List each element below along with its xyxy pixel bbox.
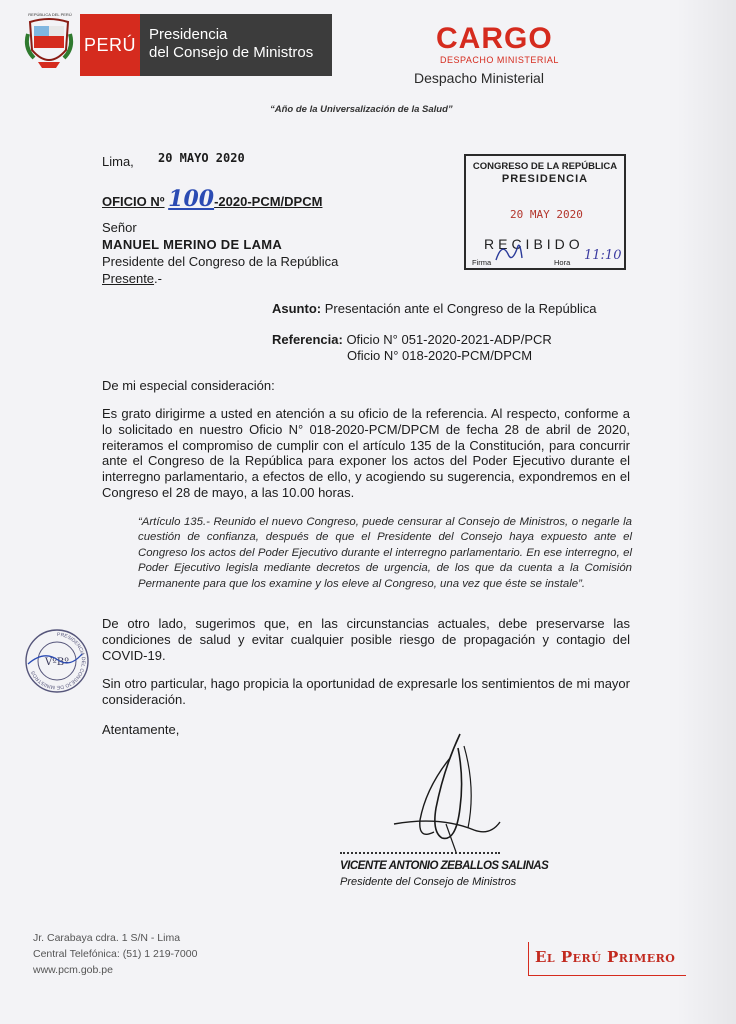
approval-seal xyxy=(24,628,90,694)
oficio-suffix: -2020-PCM/DPCM xyxy=(214,194,323,209)
signature-line xyxy=(340,852,500,854)
oficio-prefix: OFICIO Nº xyxy=(102,194,165,209)
article-quote: “Artículo 135.- Reunido el nuevo Congreso, puede censurar al Consejo de Ministros, o negarle la cuestión de confianza, después de que el Presidente del Consejo haya expuesto ante el Congreso los actos del Poder Ejecutivo durante el interregno parlamentario. En ese interregno, el Poder Ejecutivo legisla mediante decretos de urgencia, de los que da cuenta a la Comisión Permanente para que los examine y los eleve al Congreso, una vez que éste se instale”. xyxy=(138,516,632,590)
addressee-presente: Presente xyxy=(102,271,155,286)
body-paragraph-2: De otro lado, sugerimos que, en las circunstancias actuales, debe preservarse las condiciones de salud y evitar cualquier posible riesgo de propagación y contagio del COVID-19. xyxy=(102,616,630,663)
approval-seal-icon xyxy=(24,628,90,694)
entity-name-box xyxy=(140,14,332,76)
seal-ring-textpath: PRESIDENCIA DEL CONSEJO DE MINISTROS xyxy=(30,631,86,691)
stamp-received: RECIBIDO xyxy=(484,236,584,252)
entity-line-2: del Consejo de Ministros xyxy=(149,44,314,61)
year-motto: “Año de la Universalización de la Salud” xyxy=(270,104,453,115)
subject-label: Asunto: xyxy=(272,301,322,316)
closing: Atentamente, xyxy=(102,722,180,737)
stamp-office: PRESIDENCIA xyxy=(501,173,589,185)
stamp-hora-label: Hora xyxy=(554,258,571,267)
stamp-date: 20 MAY 2020 xyxy=(510,208,583,221)
signatory-name: VICENTE ANTONIO ZEBALLOS SALINAS xyxy=(340,860,549,872)
signatory-role: Presidente del Consejo de Ministros xyxy=(340,876,517,888)
place: Lima, xyxy=(102,154,134,169)
letter-date: 20 MAYO 2020 xyxy=(158,151,245,165)
cargo-office: Despacho Ministerial xyxy=(414,70,544,86)
subject-text: Presentación ante el Congreso de la República xyxy=(324,301,597,316)
oficio-number: 100 xyxy=(168,186,215,212)
footer-website: www.pcm.gob.pe xyxy=(33,964,113,976)
presente-mark: .- xyxy=(154,271,162,286)
stamp-institution: CONGRESO DE LA REPÚBLICA xyxy=(472,161,618,172)
oficio-reference xyxy=(102,186,323,212)
addressee-title: Presidente del Congreso de la República xyxy=(102,254,339,269)
peru-logo-box: PERÚ xyxy=(80,14,140,76)
cargo-stamp-title: CARGO xyxy=(436,22,553,55)
reference-2: Oficio N° 018-2020-PCM/DPCM xyxy=(347,348,533,363)
seal-vobo: VºBº xyxy=(45,657,69,668)
body-paragraph-3: Sin otro particular, hago propicia la oportunidad de expresarle los sentimientos de mi mayor consideración. xyxy=(102,676,630,707)
body-paragraph-1: Es grato dirigirme a usted en atención a su oficio de la referencia. Al respecto, conforme a lo solicitado en nuestro Oficio N° 018-2020-PCM/DPCM de fecha 28 de abril de 2020, reiteramos el compromiso de cumplir con el artículo 135 de la Constitución, para concurrir ante el Congreso de la República para exponer los actos del Poder Ejecutivo durante el interregno parlamentario, a efectos de ello, y acogiendo su sugerencia, expondremos en el Congreso el 28 de mayo, a las 10.00 horas. xyxy=(102,406,630,500)
reception-stamp xyxy=(464,154,626,270)
footer-address: Jr. Carabaya cdra. 1 S/N - Lima xyxy=(33,932,181,944)
stamp-firma-label: Firma xyxy=(472,258,492,267)
salutation: Señor xyxy=(102,220,137,235)
handwritten-signature xyxy=(390,728,510,858)
coat-of-arms-caption: REPÚBLICA DEL PERÚ xyxy=(28,12,72,17)
footer-slogan: El Perú Primero xyxy=(528,942,686,976)
stamp-signature-scribble xyxy=(492,240,526,266)
addressee-presente-line xyxy=(102,271,162,286)
cargo-stamp-subtitle: DESPACHO MINISTERIAL xyxy=(440,55,559,65)
footer-phone: Central Telefónica: (51) 1 219-7000 xyxy=(33,948,198,960)
greeting: De mi especial consideración: xyxy=(102,378,275,393)
addressee-name: MANUEL MERINO DE LAMA xyxy=(102,237,283,252)
stamp-time: 11:10 xyxy=(584,248,622,263)
reference-line xyxy=(272,332,552,347)
entity-line-1: Presidencia xyxy=(149,26,228,43)
coat-of-arms-icon xyxy=(24,14,74,72)
reference-label: Referencia: xyxy=(272,332,343,347)
subject-line xyxy=(272,301,596,316)
reference-1: Oficio N° 051-2020-2021-ADP/PCR xyxy=(346,332,552,347)
paper-shade xyxy=(676,0,736,1024)
